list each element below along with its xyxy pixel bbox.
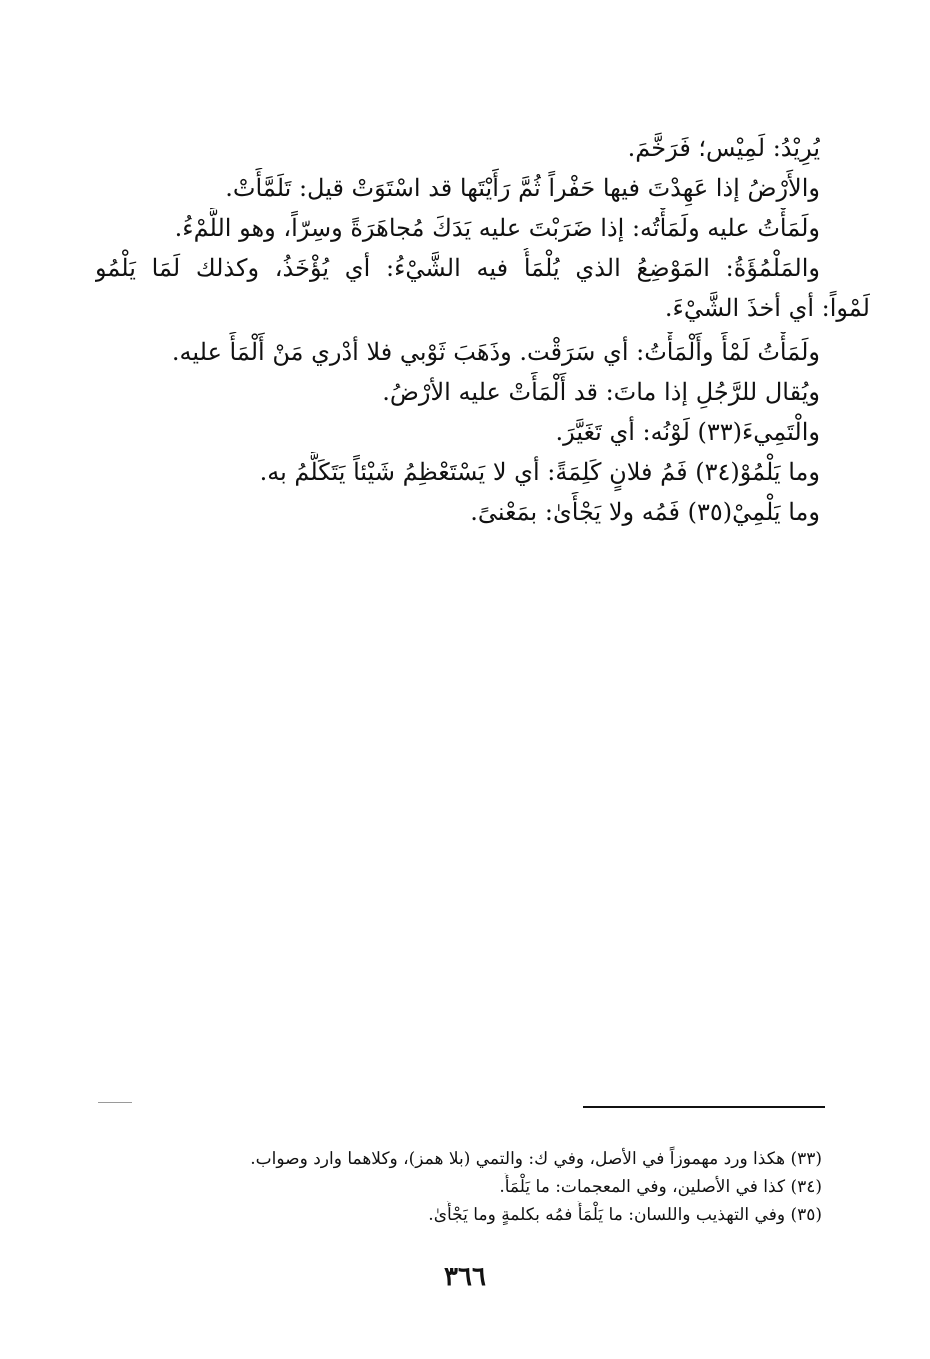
text-line-3: ولَمَأْتُ عليه ولَمَأْتُه: إذا ضَرَبْتَ عليه يَدَكَ مُجاهَرَةً وسِرّاً، وهو اللَّمْءُ. [174, 214, 820, 242]
text-line-8: والْتَمِيءَ(٣٣) لَوْنُه: أي تَغَيَّرَ. [555, 418, 820, 446]
text-line-5: لَمْواً: أي أخذَ الشَّيْءَ. [664, 294, 870, 322]
text-line-9: وما يَلْمُوْ(٣٤) فَمُ فلانٍ كَلِمَةً: أي لا يَسْتَعْظِمُ شَيْئاً يَتَكَلَّمُ به. [259, 458, 820, 486]
text-line-4: والمَلْمُؤَةُ: المَوْضِعُ الذي يُلْمَأُ فيه الشَّيْءُ: أي يُؤْخَذُ، وكذلك لَمَا يَلْمُو [95, 254, 820, 282]
main-text-block [95, 128, 870, 532]
text-line-6: ولَمَأْتُ لَمْأً وأَلْمَأْتُ: أي سَرَقْت. وذَهَبَ ثَوْبي فلا أدْري مَنْ أَلْمَأَ عليه. [171, 338, 820, 366]
footnotes-block [102, 1145, 822, 1229]
text-line-2: والأَرْضُ إذا عَهِدْتَ فيها حَفْراً ثُمَّ رَأَيْتَها قد اسْتَوَتْ قيل: تَلَمَّأَتْ. [225, 174, 820, 202]
footnote-34: (٣٤) كذا في الأصلين، وفي المعجمات: ما يَلْمَأُ. [499, 1177, 822, 1197]
text-line-1: يُرِيْدُ: لَمِيْس؛ فَرَخَّمَ. [627, 134, 820, 162]
text-line-7: ويُقال للرَّجُلِ إذا ماتَ: قد أَلْمَأَتْ عليه الأرْضُ. [382, 378, 820, 406]
text-line-10: وما يَلْمِيْ(٣٥) فَمُه ولا يَجْأَىٰ: بمَعْنىً. [470, 498, 820, 526]
margin-mark [98, 1102, 132, 1103]
footnote-33: (٣٣) هكذا ورد مهموزاً في الأصل، وفي ك: والتمي (بلا همز)، وكلاهما وارد وصواب. [250, 1149, 822, 1169]
page-number: ٣٦٦ [444, 1262, 486, 1292]
footnote-35: (٣٥) وفي التهذيب واللسان: ما يَلْمَأُ فمُه بكلمةٍ وما يَجْأَىٰ. [428, 1205, 822, 1225]
footnote-divider [583, 1106, 825, 1108]
